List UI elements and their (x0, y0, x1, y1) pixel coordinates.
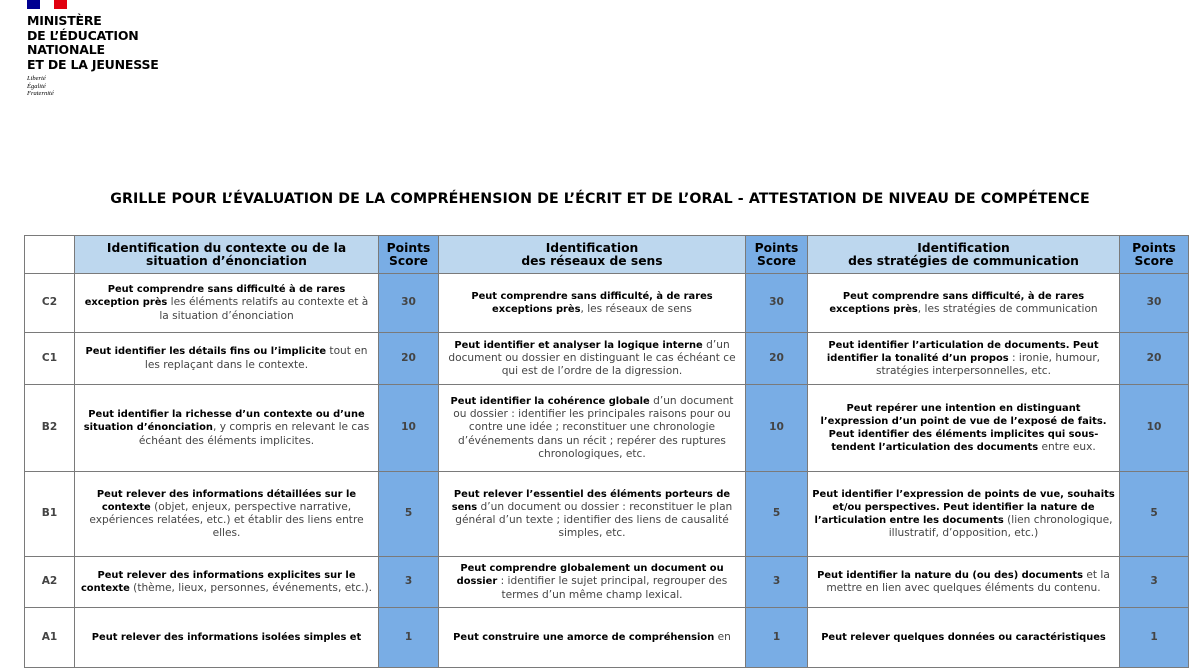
descriptor-bold: Peut relever des informations isolées simples et (91, 631, 362, 643)
points-cell: 1 (1120, 608, 1189, 668)
descriptor-rest: : ironie, humour, stratégies interpersonnelles, etc. (875, 351, 1101, 378)
descriptor-bold: Peut identifier la nature du (ou des) documents (817, 569, 1084, 581)
networks-descriptor (439, 333, 746, 385)
motto-line: Liberté (27, 75, 46, 82)
descriptor-rest: (lien chronologique, illustratif, d’opposition, etc.) (888, 514, 1113, 540)
points-cell: 30 (746, 274, 808, 333)
level-cell: C2 (25, 274, 75, 333)
points-cell: 20 (746, 333, 808, 385)
descriptor-rest: , les stratégies de communication (917, 303, 1098, 315)
table-row (25, 333, 1189, 385)
strategies-descriptor (808, 333, 1120, 385)
table-row (25, 385, 1189, 472)
corner-cell (25, 236, 75, 274)
table-row (25, 472, 1189, 557)
header-row (25, 236, 1189, 274)
descriptor-bold: Peut identifier et analyser la logique interne (454, 339, 703, 351)
points-cell: 20 (1120, 333, 1189, 385)
networks-descriptor (439, 472, 746, 557)
networks-descriptor (439, 274, 746, 333)
descriptor-bold: Peut relever quelques données ou caractéristiques (821, 631, 1106, 643)
networks-descriptor (439, 608, 746, 668)
level-cell: C1 (25, 333, 75, 385)
points-cell: 30 (1120, 274, 1189, 333)
strategies-descriptor (808, 385, 1120, 472)
strategies-descriptor (808, 274, 1120, 333)
descriptor-bold: Peut comprendre sans difficulté à de rares exception près (84, 284, 346, 309)
descriptor-bold: Peut comprendre sans difficulté, à de rares exceptions près (471, 290, 713, 315)
points-cell: 1 (379, 608, 439, 668)
points-cell: 20 (379, 333, 439, 385)
header-points: Points Score (746, 236, 808, 274)
descriptor-rest: tout en les replaçant dans le contexte. (144, 345, 368, 371)
header-strategies: Identification des stratégies de communication (808, 236, 1120, 274)
points-cell: 3 (746, 557, 808, 608)
descriptor-bold: Peut comprendre globalement un document ou dossier (456, 563, 724, 588)
ministry-line: NATIONALE (27, 42, 105, 57)
descriptor-bold: Peut relever des informations explicites sur le contexte (80, 569, 356, 594)
networks-descriptor (439, 557, 746, 608)
motto-line: Fraternité (27, 90, 54, 97)
descriptor-rest: (thème, lieux, personnes, événements, etc.). (129, 582, 373, 594)
descriptor-rest: (objet, enjeux, perspective narrative, expériences relatées, etc.) et établir des liens entre elles. (89, 500, 364, 540)
descriptor-bold: Peut construire une amorce de compréhension (453, 631, 715, 643)
points-cell: 10 (1120, 385, 1189, 472)
descriptor-bold: Peut comprendre sans difficulté, à de rares exceptions près (829, 290, 1085, 315)
points-cell: 3 (1120, 557, 1189, 608)
descriptor-bold: Peut identifier l’articulation de documents. Peut identifier la tonalité d’un propos (826, 339, 1099, 364)
descriptor-bold: Peut repérer une intention en distinguant l’expression d’un point de vue de l’exposé de faits. Peut identifier des éléments implicites qui sous-tendent l’articulation des documents (820, 402, 1107, 454)
descriptor-rest: d’un document ou dossier en distinguant le cas échéant ce qui est de l’ordre de la digression. (448, 338, 736, 378)
context-descriptor (75, 608, 379, 668)
descriptor-bold: Peut identifier l’expression de points de vue, souhaits et/ou perspectives. Peut identifier la nature de l’articulation entre les documents (812, 488, 1115, 526)
document-title: GRILLE POUR L’ÉVALUATION DE LA COMPRÉHENSION DE L’ÉCRIT ET DE L’ORAL - ATTESTATION DE NIVEAU DE COMPÉTENCE (110, 191, 1090, 207)
level-cell: B1 (25, 472, 75, 557)
points-cell: 10 (746, 385, 808, 472)
ministry-line: DE L’ÉDUCATION (27, 27, 139, 43)
networks-descriptor (439, 385, 746, 472)
table-row (25, 274, 1189, 333)
header-context: Identification du contexte ou de la situation d’énonciation (75, 236, 379, 274)
points-cell: 30 (379, 274, 439, 333)
evaluation-grid (24, 235, 1189, 668)
french-flag-icon (27, 0, 67, 9)
descriptor-rest: , y compris en relevant le cas échéant des éléments implicites. (138, 421, 370, 447)
table-row (25, 557, 1189, 608)
descriptor-rest: : identifier le sujet principal, regrouper des termes d’un même champ lexical. (497, 575, 728, 601)
descriptor-rest: entre eux. (1038, 441, 1096, 454)
context-descriptor (75, 472, 379, 557)
context-descriptor (75, 274, 379, 333)
ministry-name (27, 14, 159, 72)
strategies-descriptor (808, 608, 1120, 668)
descriptor-bold: Peut identifier la cohérence globale (450, 395, 650, 407)
descriptor-rest: , les réseaux de sens (580, 303, 692, 315)
points-cell: 5 (746, 472, 808, 557)
level-cell: A1 (25, 608, 75, 668)
ministry-logo (27, 0, 159, 98)
republic-motto (27, 75, 159, 98)
header-networks: Identification des réseaux de sens (439, 236, 746, 274)
points-cell: 1 (746, 608, 808, 668)
points-cell: 10 (379, 385, 439, 472)
descriptor-rest: d’un document ou dossier : identifier les principales raisons pour ou contre une idée ; reconstituer une chronologie d’événements dans un récit ; repérer des ruptures chronologiques, etc. (453, 394, 734, 460)
header-points: Points Score (379, 236, 439, 274)
descriptor-rest: et la mettre en lien avec quelques éléments du contenu. (826, 568, 1110, 594)
descriptor-bold: Peut relever l’essentiel des éléments porteurs de sens (451, 488, 731, 513)
ministry-line: MINISTÈRE (27, 13, 102, 28)
table-row (25, 608, 1189, 668)
header-points: Points Score (1120, 236, 1189, 274)
descriptor-bold: Peut relever des informations détaillées sur le contexte (96, 488, 357, 513)
ministry-line: ET DE LA JEUNESSE (27, 56, 159, 72)
descriptor-bold: Peut identifier les détails fins ou l’implicite (85, 346, 327, 358)
level-cell: A2 (25, 557, 75, 608)
descriptor-rest: d’un document ou dossier : reconstituer le plan général d’un texte ; identifier des liens de causalité simples, etc. (455, 500, 733, 540)
context-descriptor (75, 557, 379, 608)
points-cell: 5 (1120, 472, 1189, 557)
descriptor-rest: les éléments relatifs au contexte et à la situation d’énonciation (159, 296, 369, 322)
points-cell: 5 (379, 472, 439, 557)
descriptor-bold: Peut identifier la richesse d’un contexte ou d’une situation d’énonciation (83, 409, 365, 434)
descriptor-rest: en (714, 630, 731, 643)
context-descriptor (75, 385, 379, 472)
context-descriptor (75, 333, 379, 385)
strategies-descriptor (808, 557, 1120, 608)
motto-line: Égalité (27, 82, 46, 90)
level-cell: B2 (25, 385, 75, 472)
points-cell: 3 (379, 557, 439, 608)
strategies-descriptor (808, 472, 1120, 557)
